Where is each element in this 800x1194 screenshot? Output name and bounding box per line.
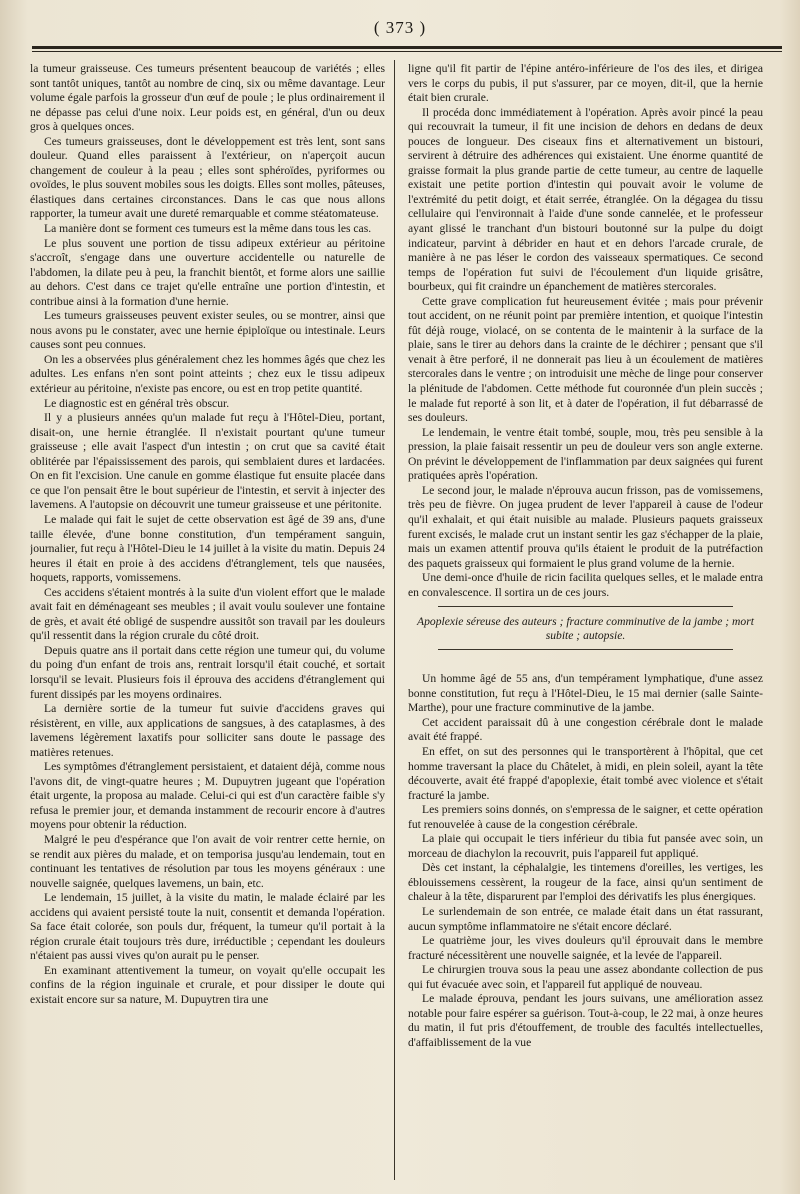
paragraph: Malgré le peu d'espérance que l'on avait de voir rentrer cette hernie, on se rendit aux pières du malade, et on temporisa jusqu'au lendemain, tout en continuant les tentatives de résolution par tous les moyens généraux : une nouvelle saignée, quelques lavemens, un bain, etc.: [30, 832, 385, 890]
left-column: [30, 62, 385, 1182]
right-column: [408, 62, 763, 1182]
paragraph: Le plus souvent une portion de tissu adipeux extérieur au péritoine s'accroît, s'engage dans une ouverture accidentelle ou naturelle de l'abdomen, la dilate peu à peu, la franchit bientôt, et forme alors une saillie au dehors. C'est dans ce trajet qu'elle entraîne une portion d'intestin, et contribue ainsi à la formation d'une hernie.: [30, 236, 385, 308]
paragraph: Les tumeurs graisseuses peuvent exister seules, ou se montrer, ainsi que nous avons pu le constater, avec une hernie épiploïque ou intestinale. Leurs causes sont peu connues.: [30, 309, 385, 352]
page-number: ( 373 ): [373, 18, 427, 37]
paragraph: La manière dont se forment ces tumeurs est la même dans tous les cas.: [44, 222, 372, 236]
paragraph: Le quatrième jour, les vives douleurs qu'il éprouvait dans le membre fracturé nécessitèrent une nouvelle saignée, et la levée de l'appareil.: [408, 934, 763, 962]
paragraph: ligne qu'il fit partir de l'épine antéro-inférieure de l'os des iles, et dirigea vers le corps du pubis, il put s'assurer, par ce moyen, dit-il, que la hernie était bien crurale.: [408, 62, 763, 105]
paragraph: Le malade éprouva, pendant les jours suivans, une amélioration assez notable pour faire espérer sa guérison. Tout-à-coup, le 22 mai, à onze heures du matin, il fut pris d'étouffement, de trouble des facultés intellectuelles, d'affaiblissement de la vue: [408, 992, 763, 1049]
column-divider: [394, 60, 395, 1180]
paragraph: Les symptômes d'étranglement persistaient, et dataient déjà, comme nous l'avons dit, de vingt-quatre heures ; M. Dupuytren jugeant que l'opération était urgente, la proposa au malade. Celui-ci qui est d'un caractère faible s'y refusa le premier jour, et demanda instamment de recourir encore à d'autres moyens pour obtenir la réduction.: [30, 760, 385, 832]
paragraph: Depuis quatre ans il portait dans cette région une tumeur qui, du volume du poing d'un enfant de trois ans, rentrait lorsqu'il était couché, et sortait lorsqu'il se levait. Plusieurs fois il éprouva des accidens d'étranglement qui furent dissipés par les moyens ordinaires.: [30, 643, 385, 701]
paragraph: Cette grave complication fut heureusement évitée ; mais pour prévenir tout accident, on ne réunit point par première intention, et quoique l'intestin fût déjà rouge, violacé, on se contenta de le maintenir à la surface de la plaie, sans le tirer au dehors dans la crainte de le déchirer ; pensant que s'il venait à être perforé, il ne donnerait pas lieu à un écoulement de matières stercorales dans le ventre ; on introduisit une mèche de linge pour conserver la plénitude de l'abdomen. Cette méthode fut couronnée d'un plein succès ; le malade fut reporté à son lit, et à dater de l'opération, il fut débarrassé de ses douleurs.: [408, 294, 763, 425]
paragraph: En examinant attentivement la tumeur, on voyait qu'elle occupait les confins de la région inguinale et crurale, et pour dissiper le doute qui existait encore sur sa nature, M. Dupuytren tira une: [30, 963, 385, 1006]
paragraph: Les premiers soins donnés, on s'empressa de le saigner, et cette opération fut renouvelée à cause de la congestion cérébrale.: [408, 803, 763, 831]
paragraph: Ces accidens s'étaient montrés à la suite d'un violent effort que le malade avait fait en déménageant ses meubles ; il avait voulu soulever une fontaine de grès, et avait été obligé de suspendre aussitôt son travail par les douleurs qu'il ressentit dans la région crurale du côté droit.: [30, 585, 385, 643]
paragraph: Le second jour, le malade n'éprouva aucun frisson, pas de vomissemens, très peu de fièvre. On jugea prudent de lever l'appareil à cause de l'odeur qu'il exhalait, et qui était nuisible au malade. Plusieurs paquets graisseux furent excisés, le malade crut un instant sentir les gaz s'échapper de la plaie, mais un examen attentif prouva qu'ils étaient le produit de la putréfaction des paquets graisseux qui formaient le plus grand volume de la hernie.: [408, 483, 763, 570]
section-rule: [438, 649, 733, 650]
paragraph: Le lendemain, le ventre était tombé, souple, mou, très peu sensible à la pression, la plaie faisait ressentir un peu de douleur vers son angle externe. On prévint le développement de l'inflammation par deux saignées qui furent pratiquées après l'opération.: [408, 425, 763, 483]
paragraph: Cet accident paraissait dû à une congestion cérébrale dont le malade avait été frappé.: [408, 715, 763, 744]
paragraph: La dernière sortie de la tumeur fut suivie d'accidens graves qui résistèrent, en ville, aux applications de sangsues, à des cataplasmes, à des lavemens légèrement laxatifs pour solliciter sans doute le passage des matières retenues.: [30, 702, 385, 759]
paragraph: En effet, on sut des personnes qui le transportèrent à l'hôpital, que cet homme traversant la place du Châtelet, à midi, en plein soleil, ayant la tête découverte, avait été frappé d'apoplexie, était tombé avec violence et s'était fracturé la jambe.: [408, 744, 763, 802]
paragraph: Ces tumeurs graisseuses, dont le développement est très lent, sont sans douleur. Quand elles paraissent à l'extérieur, on n'aperçoit aucun changement de couleur à la peau ; elles sont sphéroïdes, pyriformes ou ovoïdes, le plus souvent mobiles sous les doigts. Elles sont molles, pâteuses, élastiques dans certaines circonstances. Dans le cas que nous allons rapporter, la tumeur avait une dureté remarquable et comme stéatomateuse.: [30, 134, 385, 221]
paragraph: Le chirurgien trouva sous la peau une assez abondante collection de pus qui fut évacuée avec soin, et l'appareil fut appliqué de nouveau.: [408, 963, 763, 991]
section-title: Apoplexie séreuse des auteurs ; fracture comminutive de la jambe ; mort subite ; autopsie.: [417, 615, 754, 643]
paragraph: La plaie qui occupait le tiers inférieur du tibia fut pansée avec soin, un morceau de diachylon la recouvrit, puis l'appareil fut appliqué.: [408, 832, 763, 860]
paragraph: Le surlendemain de son entrée, ce malade était dans un état rassurant, aucun symptôme inflammatoire ne s'était encore déclaré.: [408, 904, 763, 933]
paragraph: Il procéda donc immédiatement à l'opération. Après avoir pincé la peau qui recouvrait la tumeur, il fit une incision de dehors en dedans de deux pouces de longueur. Des ciseaux fins et alternativement un bistouri, servirent à détruire des adhérences qui existaient. Une énorme quantité de graisse formait la plus grande partie de cette tumeur, au centre de laquelle existait une petite portion d'intestin qui pouvait avoir le volume de l'extrémité du petit doigt, et était serrée, étranglée. On la dégagea du tissu cellulaire qui l'environnait à l'aide d'une sonde cannelée, et le professeur ayant glissé le tranchant d'un bistouri boutonné sur la pulpe du doigt indicateur, parvint à débrider en haut et en dehors l'arcade crurale, de manière à ne pas léser le cordon des vaisseaux spermatiques. Ce second temps de l'opération fut suivi de l'écoulement d'un liquide grisâtre, bourbeux, qui fit craindre un épanchement de matières stercorales.: [408, 105, 763, 294]
paragraph: Une demi-once d'huile de ricin facilita quelques selles, et le malade entra en convalescence. Il sortira un de ces jours.: [408, 571, 763, 599]
paragraph: On les a observées plus généralement chez les hommes âgés que chez les adultes. Les enfans n'en sont point atteints ; chez eux le tissu adipeux extérieur au péritoine, n'existe pas encore, ou est en trop petite quantité.: [30, 352, 385, 396]
paragraph: Le diagnostic est en général très obscur.: [44, 396, 230, 410]
paragraph: Il y a plusieurs années qu'un malade fut reçu à l'Hôtel-Dieu, portant, disait-on, une hernie étranglée. Il n'existait pourtant qu'une tumeur graisseuse ; elle avait l'aspect d'un intestin ; on crut que sa cavité était oblitérée par l'épaississement des parois, qui semblaient dures et lardacées. On en fit l'excision. Une canule en gomme élastique fut ensuite placée dans ce que l'on pensait être le bout supérieur de l'intestin, et servit à injecter des lavemens. A l'autopsie on découvrit une tumeur graisseuse et une péritonite.: [30, 411, 385, 512]
header-rule: [32, 46, 782, 52]
section-rule: [438, 606, 733, 607]
paragraph: Dès cet instant, la céphalalgie, les tintemens d'oreilles, les vertiges, les éblouissemens cessèrent, la rougeur de la face, ainsi qu'un sentiment de chaleur à la tête, disparurent par l'emploi des dérivatifs les plus énergiques.: [408, 861, 763, 904]
paragraph: Un homme âgé de 55 ans, d'un tempérament lymphatique, d'une assez bonne constitution, fut reçu à l'Hôtel-Dieu, le 15 mai dernier (salle Sainte-Marthe), pour une fracture comminutive de la jambe.: [408, 672, 763, 715]
paragraph: la tumeur graisseuse. Ces tumeurs présentent beaucoup de variétés ; elles sont tantôt uniques, tantôt au nombre de cinq, six ou même davantage. Leur volume égale parfois la grosseur d'un œuf de poule ; le plus ordinairement il ne dépasse pas celui d'une noix. Leur poids est, en général, d'un ou deux gros à quelques onces.: [30, 62, 385, 134]
paragraph: Le lendemain, 15 juillet, à la visite du matin, le malade éclairé par les accidens qui avaient persisté toute la nuit, consentit et demanda l'opération. Sa face était colorée, son pouls dur, fréquent, la tumeur qu'il portait à la région crurale était toujours très dure, irréductible ; cependant les douleurs n'étaient pas aussi vives qu'on aurait pu le penser.: [30, 891, 385, 963]
paragraph: Le malade qui fait le sujet de cette observation est âgé de 39 ans, d'une taille élevée, d'une bonne constitution, d'un tempérament sanguin, journalier, fut reçu à l'Hôtel-Dieu le 14 juillet à la visite du matin. Depuis 24 heures il était en proie à des accidens d'étranglement, tels que nausées, hoquets, rapports, vomissemens.: [30, 512, 385, 585]
